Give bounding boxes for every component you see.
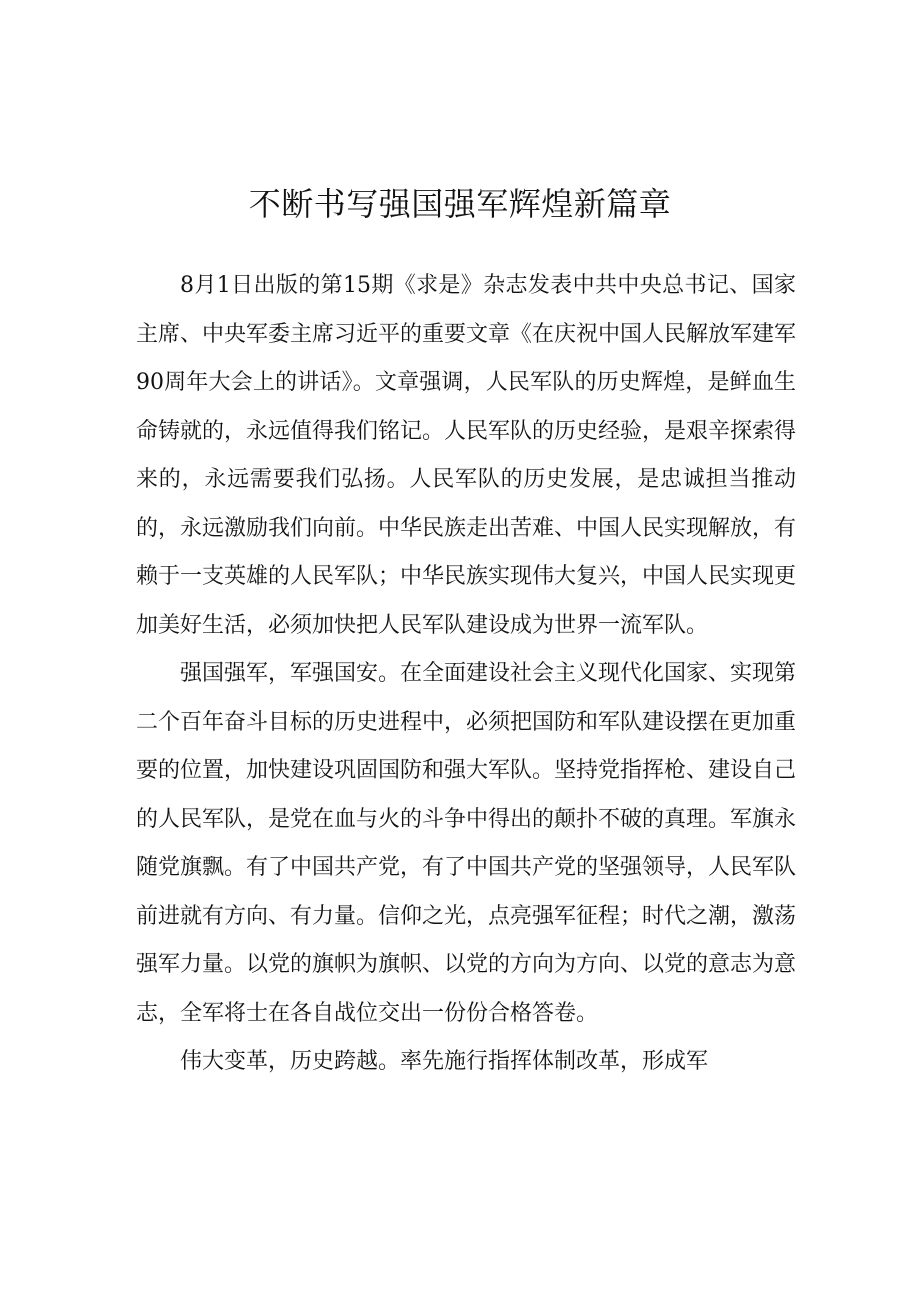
paragraph: 强国强军，军强国安。在全面建设社会主义现代化国家、实现第二个百年奋斗目标的历史进程中，必须把国防和军队建设摆在更加重要的位置，加快建设巩固国防和强大军队。坚持党指挥枪、建设自己的人民军队，是党在血与火的斗争中得出的颠扑不破的真理。军旗永随党旗飘。有了中国共产党，有了中国共产党的坚强领导，人民军队前进就有方向、有力量。信仰之光，点亮强军征程；时代之潮，激荡强军力量。以党的旗帜为旗帜、以党的方向为方向、以党的意志为意志，全军将士在各自战位交出一份份合格答卷。: [136, 661, 797, 1026]
article-body: [136, 262, 796, 1087]
paragraph: 8月1日出版的第15期《求是》杂志发表中共中央总书记、国家主席、中央军委主席习近平的重要文章《在庆祝中国人民解放军建军90周年大会上的讲话》。文章强调，人民军队的历史辉煌，是鲜血生命铸就的，永远值得我们铭记。人民军队的历史经验，是艰辛探索得来的，永远需要我们弘扬。人民军队的历史发展，是忠诚担当推动的，永远激励我们向前。中华民族走出苦难、中国人民实现解放，有赖于一支英雄的人民军队；中华民族实现伟大复兴，中国人民实现更加美好生活，必须加快把人民军队建设成为世界一流军队。: [136, 273, 797, 638]
paragraph: 伟大变革，历史跨越。率先施行指挥体制改革，形成军: [180, 1049, 709, 1074]
page-title: 不断书写强国强军辉煌新篇章: [248, 185, 672, 224]
